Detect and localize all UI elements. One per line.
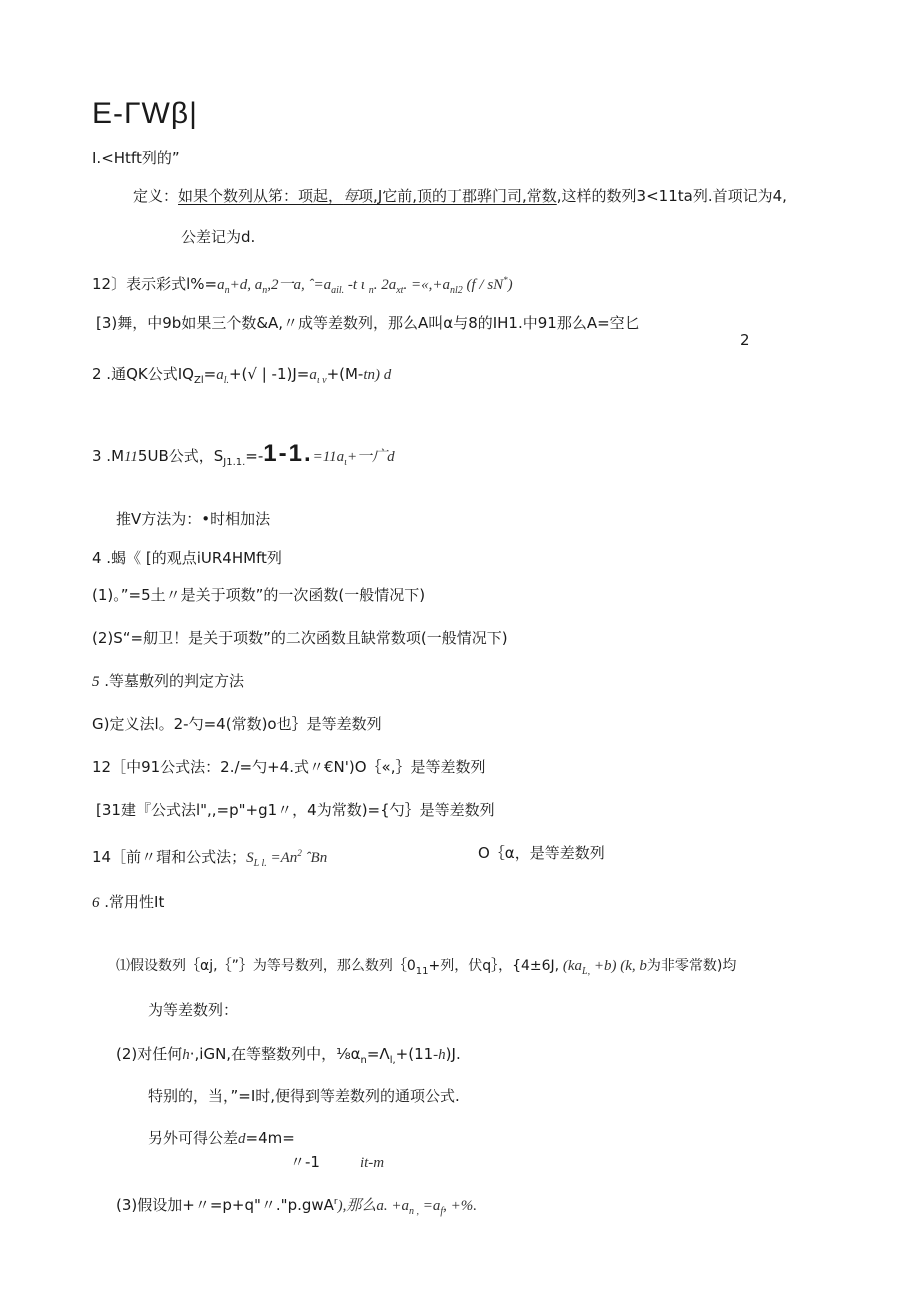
- sum-formula: 3 .M115UB公式，$S_{J1.1.}=-1-1.=11a_\iota+$一广d: [92, 440, 395, 468]
- judgement-4: 14［前〃瑁和公式法；$S_{L l.} =An^2$ ˆBn: [92, 848, 328, 869]
- definition-line-1: [133, 186, 787, 207]
- common-property-1: ⑴假设数列｛αj,｛”｝为等号数列，那么数列$\{0_{11}+$列，伏q｝，{4±6J, $(ka_{L,} +b)$ (k, b为非零常数)均: [116, 958, 737, 977]
- definition-tail: ,这样的数列3<11ta列.首项记为4,: [556, 187, 787, 205]
- judgement-1: G)定义法l。2-勺=4(常数)o也｝是等差数列: [92, 715, 382, 733]
- representation-form: 12〕表示彩式$l\%=a_n+d$, $a_n,2$一a, $ˆ=a_{ail.}$ -t ι $_n$. $2a_{xt}$. $=«,+a_{nl2}$ (f / sN*): [92, 275, 513, 296]
- section-4-heading: 4 .蝎《 [的观点iUR4HMft列: [92, 549, 282, 567]
- judgement-3: [31建『公式法l",,=p"+g1〃，4为常数)={勺｝是等差数列: [96, 801, 495, 819]
- definition-underlined-text: 如果个数列从笫：项起，每项,J它前,顶的丁郡骅门司,常数: [178, 187, 557, 205]
- fraction-denominators: 〃-1 it-m: [290, 1153, 385, 1171]
- judgement-2: 12［中91公式法：2./=勺+4.式〃€N')O｛«,｝是等差数列: [92, 758, 486, 776]
- definition-line-2: 公差记为d.: [181, 228, 256, 246]
- derivation-method: 推V方法为：•时相加法: [116, 510, 271, 528]
- common-difference-line: 另外可得公差d=4m=: [148, 1129, 295, 1147]
- fraction-denominator: 2: [740, 331, 750, 349]
- common-property-3: (3)假设加+〃=p+q"〃."p.gwA$^r$),那么a. $+a_{n ,} =a_f$, +%.: [116, 1196, 478, 1217]
- arithmetic-mean-line: [3)舞，中9b如果三个数&A,〃成等差数列，那么A叫α与8的IH1.中91那么A=空匕: [96, 314, 640, 332]
- common-property-2: (2)对任何h·,iGN,在等整数列中，$\frac{1}{8}\alpha_n=\Lambda_{l,}+(11-h)J$.: [116, 1045, 461, 1066]
- section-5-heading: 5 .等墓敷列的判定方法: [92, 672, 245, 690]
- definition-label: 定义：: [133, 187, 179, 205]
- document-title: E-ΓWβ|: [92, 97, 198, 130]
- section-1-heading: I.<Htft列的”: [92, 149, 180, 167]
- general-term-formula: 2 .通QK公式$IQ_{Zl}=a_{l.}+(√$ | $-1)J=a_{\iota v}+(M-tn)$ d: [92, 365, 392, 386]
- section-6-heading: 6 .常用性It: [92, 893, 165, 911]
- property-2: (2)S“=舠卫！是关于项数”的二次函数且缺常数项(一般情况下): [92, 629, 508, 647]
- special-case-note: 特别的，当，”=I时,便得到等差数列的通项公式.: [148, 1087, 460, 1105]
- property-1: (1)。”=5土〃是关于项数”的一次函数(一般情况下): [92, 586, 426, 604]
- judgement-4-result: O｛α，是等差数列: [478, 844, 605, 862]
- common-property-1-cont: 为等差数列：: [148, 1001, 239, 1019]
